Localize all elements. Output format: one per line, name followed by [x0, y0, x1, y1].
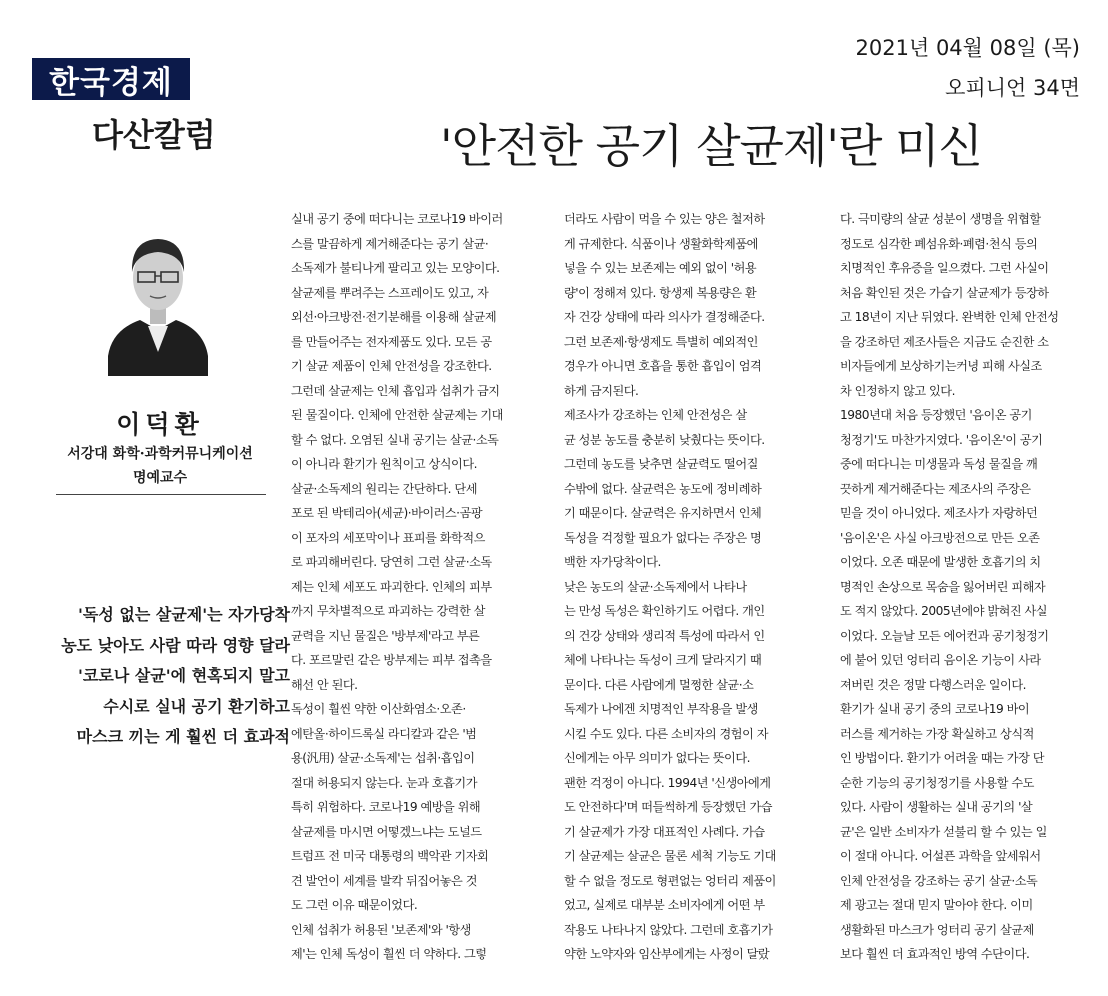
article-line: 괜한 걱정이 아니다. 1994년 '신생아에게: [564, 775, 771, 790]
masthead-logo: 한국경제: [32, 58, 190, 100]
article-line: 인체 안전성을 강조하는 공기 살균·소독: [840, 873, 1038, 888]
article-line: 균'은 일반 소비자가 섣불리 할 수 있는 일: [840, 824, 1047, 839]
article-line: 순한 기능의 공기청정기를 사용할 수도: [840, 775, 1034, 790]
article-line: 게 규제한다. 식품이나 생활화학제품에: [564, 236, 758, 251]
article-line: 수밖에 없다. 살균력은 농도에 정비례하: [564, 481, 762, 496]
article-line: 에 붙어 있던 엉터리 음이온 기능이 사라: [840, 653, 1041, 667]
article-line: 독제가 나에겐 치명적인 부작용을 발생: [564, 702, 758, 716]
article-line: 할 수 없다. 오염된 실내 공기는 살균·소독: [291, 432, 499, 447]
article-line: 기 때문이다. 살균력은 유지하면서 인체: [564, 506, 762, 520]
article-line: 다. 포르말린 같은 방부제는 피부 접촉을: [291, 653, 492, 667]
article-line: 실내 공기 중에 떠다니는 코로나19 바이러: [291, 212, 503, 226]
article-line: 문이다. 다른 사람에게 멀쩡한 살균·소: [564, 677, 754, 692]
article-line: 트럼프 전 미국 대통령의 백악관 기자회: [291, 849, 489, 863]
article-line: 에탄올·하이드록실 라디칼과 같은 '범: [291, 726, 477, 741]
article-line: 그런 보존제·항생제도 특별히 예외적인: [564, 334, 758, 349]
article-line: 량'이 정해져 있다. 항생제 복용량은 환: [564, 285, 757, 300]
article-line: 청정기'도 마찬가지였다. '음이온'이 공기: [840, 432, 1043, 447]
article-line: 명적인 손상으로 목숨을 잃어버린 피해자: [840, 579, 1046, 594]
article-line: 제조사가 강조하는 인체 안전성은 살: [564, 408, 747, 422]
article-line: 처음 확인된 것은 가습기 살균제가 등장하: [840, 285, 1049, 300]
article-line: 체에 나타나는 독성이 크게 달라지기 때: [564, 653, 762, 667]
author-title: [50, 442, 270, 490]
column-name: 다산칼럼: [92, 116, 216, 154]
article-line: 신에게는 아무 의미가 없다는 뜻이다.: [564, 751, 750, 765]
article-line: 비자들에게 보상하기는커녕 피해 사실조: [840, 359, 1042, 373]
pullquote-line: 마스크 끼는 게 훨씬 더 효과적: [76, 727, 290, 746]
article-column-2: [564, 207, 810, 967]
article-line: 고 18년이 지난 뒤였다. 완벽한 인체 안전성: [840, 310, 1059, 324]
article-line: 균 성분 농도를 충분히 낮췄다는 뜻이다.: [564, 432, 765, 447]
article-line: 기 살균제는 살균은 물론 세척 기능도 기대: [564, 849, 776, 863]
article-line: 차 인정하지 않고 있다.: [840, 383, 955, 398]
author-name: 이덕환: [116, 410, 204, 439]
article-line: 러스를 제거하는 가장 확실하고 상식적: [840, 726, 1034, 741]
article-line: 의 건강 상태와 생리적 특성에 따라서 인: [564, 628, 765, 643]
article-line: 하게 금지된다.: [564, 383, 639, 398]
article-line: 제 광고는 절대 믿지 말아야 한다. 이미: [840, 898, 1033, 912]
article-line: 로 파괴해버린다. 당연히 그런 살균·소독: [291, 555, 492, 569]
article-line: 정도로 심각한 폐섬유화·폐렴·천식 등의: [840, 236, 1038, 251]
article-line: 외선·아크방전·전기분해를 이용해 살균제: [291, 310, 497, 324]
article-line: 넣을 수 있는 보존제는 예외 없이 '허용: [564, 261, 757, 275]
article-line: 독성을 걱정할 필요가 없다는 주장은 명: [564, 530, 762, 545]
article-column-1: [291, 207, 537, 967]
article-line: 약한 노약자와 임산부에게는 사정이 달랐: [564, 947, 770, 961]
article-line: 백한 자가당착이다.: [564, 555, 661, 569]
article-line: 제'는 인체 독성이 훨씬 더 약하다. 그렇: [291, 947, 487, 961]
article-line: '음이온'은 사실 아크방전으로 만든 오존: [840, 530, 1040, 545]
article-line: 할 수 없을 정도로 형편없는 엉터리 제품이: [564, 873, 776, 888]
article-line: 그런데 농도를 낮추면 살균력도 떨어질: [564, 457, 758, 471]
article-line: 이었다. 오늘날 모든 에어컨과 공기청정기: [840, 628, 1049, 643]
article-line: 독성이 훨씬 약한 이산화염소·오존·: [291, 702, 466, 716]
article-line: 절대 허용되지 않는다. 눈과 호흡기가: [291, 775, 477, 790]
article-line: 자 건강 상태에 따라 의사가 결정해준다.: [564, 310, 765, 324]
article-line: 믿을 것이 아니었다. 제조사가 자랑하던: [840, 506, 1038, 520]
article-line: 이 아니라 환기가 원칙이고 상식이다.: [291, 457, 477, 471]
article-line: 소독제가 불티나게 팔리고 있는 모양이다.: [291, 261, 500, 275]
article-line: 그런데 살균제는 인체 흡입과 섭취가 금지: [291, 383, 500, 398]
article-line: 살균제를 마시면 어떻겠느냐는 도널드: [291, 824, 482, 839]
article-column-3: [840, 207, 1086, 967]
article-line: 보다 훨씬 더 효과적인 방역 수단이다.: [840, 947, 1030, 961]
article-line: 치명적인 후유증을 일으켰다. 그런 사실이: [840, 261, 1049, 275]
article-line: 균력을 지닌 물질은 '방부제'라고 부른: [291, 628, 480, 643]
headline: '안전한 공기 살균제'란 미신: [440, 119, 982, 173]
article-line: 끗하게 제거해준다는 제조사의 주장은: [840, 481, 1031, 496]
pullquote-line: 수시로 실내 공기 환기하고: [103, 696, 290, 716]
article-line: 더라도 사람이 먹을 수 있는 양은 철저하: [564, 212, 765, 226]
article-line: 작용도 나타나지 않았다. 그런데 호흡기가: [564, 922, 773, 937]
article-line: 기 살균 제품이 인체 안전성을 강조한다.: [291, 359, 492, 373]
article-line: 도 안전하다'며 떠들썩하게 등장했던 가습: [564, 800, 772, 814]
article-line: 환기가 실내 공기 중의 코로나19 바이: [840, 702, 1030, 716]
pullquote-line: '독성 없는 살균제'는 자가당착: [78, 605, 290, 624]
pullquote-line: 농도 낮아도 사람 따라 영향 달라: [61, 635, 290, 655]
article-line: 경우가 아니면 호흡을 통한 흡입이 엄격: [564, 359, 762, 373]
article-line: 이었다. 오존 때문에 발생한 호흡기의 치: [840, 555, 1041, 569]
article-line: 다. 극미량의 살균 성분이 생명을 위협할: [840, 212, 1041, 226]
article-line: 제는 인체 세포도 파괴한다. 인체의 피부: [291, 579, 492, 594]
article-line: 인체 섭취가 허용된 '보존제'와 '항생: [291, 922, 471, 937]
article-line: 스를 말끔하게 제거해준다는 공기 살균·: [291, 236, 489, 251]
article-line: 낮은 농도의 살균·소독제에서 나타나: [564, 579, 747, 594]
article-line: 는 만성 독성은 확인하기도 어렵다. 개인: [564, 604, 765, 618]
article-line: 생활화된 마스크가 엉터리 공기 살균제: [840, 922, 1034, 937]
author-photo: [98, 206, 218, 376]
article-line: 이 포자의 세포막이나 표피를 화학적으: [291, 530, 485, 545]
article-line: 를 만들어주는 전자제품도 있다. 모든 공: [291, 334, 492, 349]
article-line: 었고, 실제로 대부분 소비자에게 어떤 부: [564, 898, 765, 912]
article-line: 을 강조하던 제조사들은 지금도 순진한 소: [840, 334, 1049, 349]
article-line: 도 적지 않았다. 2005년에야 밝혀진 사실: [840, 604, 1048, 618]
author-title-line: 서강대 화학·과학커뮤니케이션: [67, 446, 253, 462]
article-line: 견 발언이 세계를 발칵 뒤집어놓은 것: [291, 873, 477, 888]
article-line: 시킬 수도 있다. 다른 소비자의 경험이 자: [564, 726, 768, 741]
article-line: 포로 된 박테리아(세균)·바이러스·곰팡: [291, 506, 483, 520]
article-line: 살균제를 뿌려주는 스프레이도 있고, 자: [291, 285, 489, 300]
article-line: 1980년대 처음 등장했던 '음이온 공기: [840, 408, 1032, 422]
article-line: 기 살균제가 가장 대표적인 사례다. 가습: [564, 824, 765, 839]
article-line: 있다. 사람이 생활하는 실내 공기의 '살: [840, 800, 1033, 814]
article-line: 인 방법이다. 환기가 어려울 때는 가장 단: [840, 751, 1044, 765]
pullquote: [30, 600, 290, 753]
article-line: 살균·소독제의 원리는 간단하다. 단세: [291, 481, 477, 496]
article-line: 용(汎用) 살균·소독제'는 섭취·흡입이: [291, 751, 475, 765]
article-line: 해선 안 된다.: [291, 677, 358, 692]
article-line: 져버린 것은 정말 다행스러운 일이다.: [840, 677, 1026, 692]
article-line: 된 물질이다. 인체에 안전한 살균제는 기대: [291, 408, 503, 422]
publication-date: 2021년 04월 08일 (목): [855, 36, 1080, 60]
article-line: 이 절대 아니다. 어설픈 과학을 앞세워서: [840, 849, 1041, 863]
author-title-line: 명예교수: [132, 470, 188, 486]
pullquote-line: '코로나 살균'에 현혹되지 말고: [78, 666, 290, 685]
article-line: 중에 떠다니는 미생물과 독성 물질을 깨: [840, 457, 1038, 471]
divider: [56, 494, 266, 495]
article-line: 특히 위험하다. 코로나19 예방을 위해: [291, 800, 481, 814]
article-line: 까지 무차별적으로 파괴하는 강력한 살: [291, 604, 485, 618]
page-section: 오피니언 34면: [945, 76, 1080, 100]
article-line: 도 그런 이유 때문이었다.: [291, 898, 418, 912]
